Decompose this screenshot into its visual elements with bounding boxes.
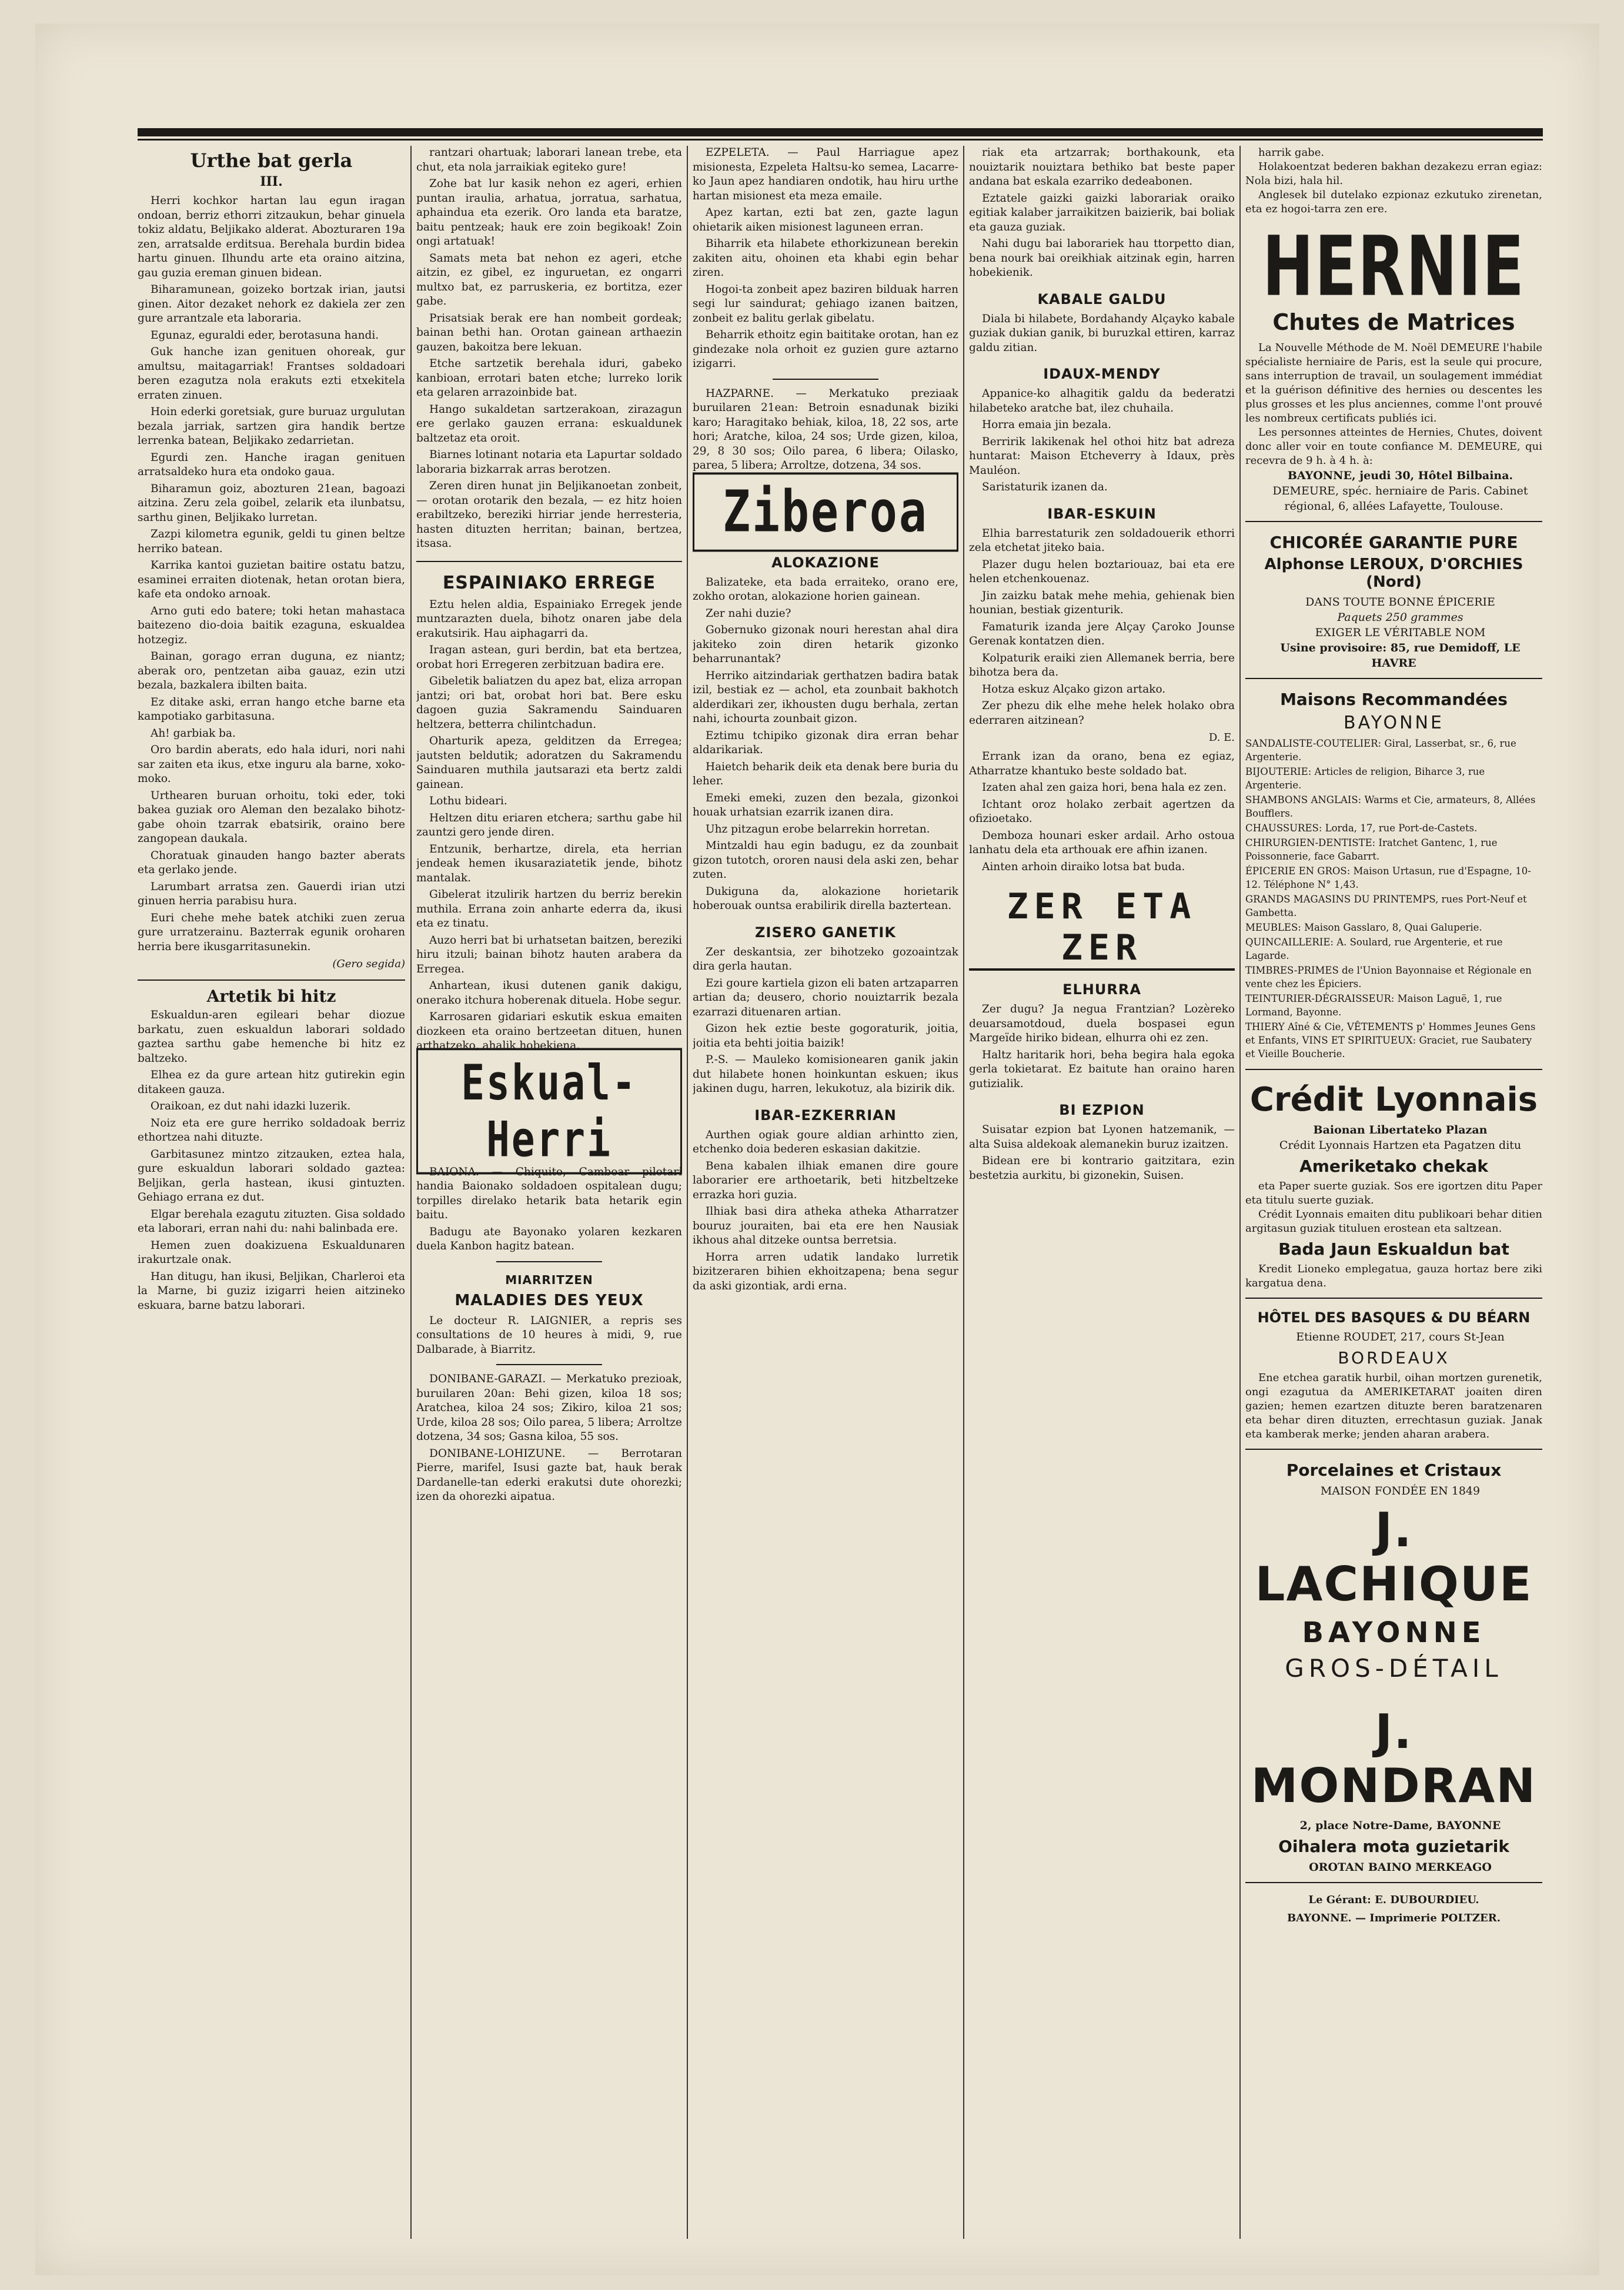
- divider: [496, 1364, 603, 1365]
- paragraph: Uhz pitzagun erobe belarrekin horretan.: [706, 823, 930, 835]
- ad-brand: J. MONDRAN: [1251, 1704, 1537, 1813]
- section-heading: IDAUX-MENDY: [1043, 366, 1161, 382]
- paragraph: Haietch beharik deik eta denak bere buria du leher.: [693, 760, 958, 787]
- paragraph: Egunaz, eguraldi eder, berotasuna handi.: [151, 329, 379, 342]
- paragraph: riak eta artzarrak; borthakounk, eta nouiztarik nouiztara bethiko bat beste paper andana bat eskala ezarriko dedeabonen.: [969, 146, 1235, 188]
- paragraph: Emeki emeki, zuzen den bezala, gizonkoi houak urhatsian ezarrik izanen dira.: [693, 791, 958, 818]
- paragraph: Zazpi kilometra egunik, geldi tu ginen beltze herriko batean.: [138, 528, 405, 555]
- paragraph: Herriko aitzindariak gerthatzen badira batak izil, bestiak ez — achol, eta zounbait bakhotch alderdikari zer, ikhousten dugu berhala, zertan nahi, ichourta zounbait gizon.: [693, 669, 958, 725]
- paragraph: HAZPARNE. — Merkatuko preziaak buruilaren 21ean: Betroin esnadunak biziki karo; Haragitako behiak, kiloa, 18, 22 sos, arte hori; Aratche, kiloa, 24 sos; Urde gizen, kiloa, 29, 8 30 sos; Oilo parea, 6 libera; Oilasko, parea, 5 libera; Arroltze, dotzena, 34 sos.: [693, 387, 958, 472]
- paragraph: Plazer dugu helen boztariouaz, bai eta ere helen etchenkouenaz.: [969, 558, 1235, 585]
- divider: [773, 379, 879, 380]
- article-part: III.: [260, 174, 283, 189]
- paragraph: Larumbart arratsa zen. Gauerdi irian utzi ginuen herria parabisu hura.: [138, 880, 405, 907]
- ad-hotel-basques: [1245, 1309, 1542, 1450]
- paragraph: Heltzen ditu eriaren etchera; sarthu gabe hil zauntzi gero jende diren.: [416, 811, 682, 838]
- paragraph: Elhea ez da gure artean hitz gutirekin egin ditakeen gauza.: [138, 1069, 405, 1096]
- ad-city: BAYONNE: [1302, 1616, 1486, 1649]
- ad-text: Oihalera mota guzietarik: [1278, 1837, 1509, 1856]
- paragraph: Jin zaizku batak mehe mehia, gehienak bien hounian, bestiak gizenturik.: [969, 589, 1235, 616]
- column-4: [969, 146, 1235, 2239]
- column-3: [693, 146, 958, 2239]
- section-heading: ELHURRA: [1062, 981, 1141, 998]
- column-5-advertisements: [1245, 146, 1542, 2239]
- paragraph: Herri kochkor hartan lau egun iragan ondoan, berriz ethorri zitzaukun, behar ginuela tokiz aldatu, Beljikako alderat. Abozturaren 19a zen, arratsalde erditsua. Berehala burdin bidea hartu ginuen. Ilhundu arte eta oraino aitzina, gau guzia ereman ginuen bidean.: [138, 195, 405, 279]
- paragraph: Egurdi zen. Hanche iragan genituen arratsaldeko hura eta ondoko gaua.: [138, 451, 405, 478]
- paragraph: Izaten ahal zen gaiza hori, bena hala ez zen.: [982, 781, 1227, 794]
- ad-text: La Nouvelle Méthode de M. Noël DEMEURE l'habile spécialiste herniaire de Paris, est la seule qui procure, sans interruption de travail, un soulagement immédiat et la guérison définitive des hernies ou descentes les plus grosses et les plus anciennes, comme l'ont prouvé les nombreux certificats publiés ici.: [1245, 342, 1542, 424]
- ad-text: EXIGER LE VÉRITABLE NOM: [1315, 626, 1486, 639]
- gerant-line: Le Gérant: E. DUBOURDIEU.: [1308, 1894, 1479, 1906]
- paragraph: Bidean ere bi kontrario gaitzitara, ezin bestetzia aurkitu, bi gizonekin, Suisen.: [969, 1155, 1235, 1182]
- paragraph: Anhartean, ikusi dutenen ganik dakigu, onerako itchura hoberenak dituela. Hobe segur.: [416, 979, 682, 1007]
- paragraph: Eztatele gaizki gaizki laborariak oraiko egitiak kalaber jarraikitzen baizierik, bai boliak eta gauza guziak.: [969, 192, 1235, 233]
- header-rule-thin: [138, 139, 1543, 141]
- place-heading: MIARRITZEN: [505, 1272, 593, 1287]
- paragraph: Prisatsiak berak ere han nombeit gordeak; bainan bethi han. Orotan gainean arthaezin gauzen, bakoitza bere lekuan.: [416, 312, 682, 353]
- paragraph: Bena kabalen ilhiak emanen dire goure laborarier ere arthoetarik, beti hitzbeltzeke errazka hori guzia.: [693, 1159, 958, 1201]
- paragraph: Horra emaia jin bezala.: [982, 419, 1112, 431]
- ad-text: Les personnes atteintes de Hernies, Chutes, doivent donc aller voir en toute confiance M. DEMEURE, qui recevra de 9 h. à 4 h. à:: [1245, 426, 1542, 467]
- paragraph: Hotza eskuz Alçako gizon artako.: [982, 683, 1166, 696]
- list-item: QUINCAILLERIE: A. Soulard, rue Argenterie, et rue Lagarde.: [1245, 937, 1503, 961]
- column-rule: [963, 146, 964, 2239]
- paragraph: Appanice-ko alhagitik galdu da bederatzi hilabeteko aratche bat, ilez chuhaila.: [969, 387, 1235, 414]
- section-heading: ESPAINIAKO ERREGE: [442, 572, 656, 593]
- paragraph: Guk hanche izan genituen ohoreak, gur amultsu, maitagarriak! Frantses soldadoari beren ezagutza nola erakuts ezti etxekitela erraten zinuen.: [138, 346, 405, 402]
- ad-text: Paquets 250 grammes: [1337, 611, 1463, 624]
- ad-headline: HÔTEL DES BASQUES & DU BÉARN: [1257, 1309, 1531, 1326]
- paragraph: Oro bardin aberats, edo hala iduri, nori nahi sar zaiten eta ikus, etxe inguru ala barne, xoko-moko.: [138, 744, 405, 785]
- paragraph: Samats meta bat nehon ez ageri, etche aitzin, ez gibel, ez inguruetan, ez ongarri multxo bat, ez parruskeria, ez bortitza, ezer gabe.: [416, 252, 682, 307]
- list-item: GRANDS MAGASINS DU PRINTEMPS, rues Port-Neuf et Gambetta.: [1245, 894, 1527, 918]
- paragraph: Gizon hek eztie beste gogoraturik, joitia, joitia eta behti joitia baizik!: [693, 1022, 958, 1049]
- paragraph: Lothu bideari.: [429, 795, 507, 807]
- paragraph: Berririk lakikenak hel othoi hitz bat adreza huntarat: Maison Etcheverry à Idaux, près Mauléon.: [969, 435, 1235, 477]
- section-heading: IBAR-EZKERRIAN: [754, 1106, 897, 1124]
- ad-city: BORDEAUX: [1338, 1348, 1450, 1368]
- ad-lachique: [1245, 1460, 1542, 1694]
- paragraph: Balizateke, eta bada erraiteko, orano ere, zokho orotan, alokazione horien gainean.: [693, 576, 958, 603]
- paragraph: Horra arren udatik landako lurretik bizitzeraren bihien ekhoitzapena; bena segur da aski gizontiak, ardi erna.: [693, 1251, 958, 1292]
- paragraph: Gibelerat itzulirik hartzen du berriz berekin muthila. Errana zoin anharte ederra da, ikusi eta ez tinatu.: [416, 888, 682, 930]
- paragraph: Han ditugu, han ikusi, Beljikan, Charleroi eta la Marne, bi guziz izigarri heien aitzineko eskuara, barne batzu laborari.: [138, 1270, 405, 1312]
- paragraph: Holakoentzat bederen bakhan dezakezu erran egiaz: Nola bizi, hala hil.: [1245, 161, 1542, 187]
- list-item: CHAUSSURES: Lorda, 17, rue Port-de-Castets.: [1245, 823, 1478, 834]
- paragraph: Biharamun goiz, abozturen 21ean, bagoazi aitzina. Zeru zela goibel, zelarik eta ilunbatsu, sarthu ginen, Beljikako lurretan.: [138, 482, 405, 524]
- column-rule: [1239, 146, 1241, 2239]
- list-item: THIERY Aîné & Cie, VÊTEMENTS p' Hommes Jeunes Gens et Enfants, VINS ET SPIRITUEUX: Graciet, rue Saubatery et Vieille Boucherie.: [1245, 1021, 1536, 1059]
- paragraph: Eskualdun-aren egileari behar diozue barkatu, zuen eskualdun laborari soldado gaztea sarthu gabe hemenche bi hitz ez baltzeko.: [138, 1009, 405, 1065]
- section-banner-eskual-herri: Eskual-Herri: [416, 1048, 682, 1174]
- paragraph: Etche sartzetik berehala iduri, gabeko kanbioan, errotari baten etche; lurreko lorik eta gelaren arrazoinbide bat.: [416, 357, 682, 399]
- list-item: ÉPICERIE EN GROS: Maison Urtasun, rue d'Espagne, 10-12. Téléphone N° 1,43.: [1245, 865, 1531, 890]
- ad-address: BAYONNE, jeudi 30, Hôtel Bilbaina.: [1287, 469, 1513, 482]
- section-banner-zer-eta-zer: ZER ETA ZER: [969, 886, 1235, 971]
- ad-chicoree: [1245, 533, 1542, 679]
- section-divider: [138, 979, 405, 981]
- ad-mondran: [1245, 1705, 1542, 1883]
- paragraph: Haltz haritarik hori, beha begira hala egoka gerla tokietarat. Ez baitute han oraino haren gutizialik.: [969, 1048, 1235, 1090]
- column-2: [416, 146, 682, 2239]
- ad-text: Crédit Lyonnais Hartzen eta Pagatzen ditu: [1279, 1139, 1522, 1152]
- paragraph: Suisatar ezpion bat Lyonen hatzemanik, — alta Suisa aldekoak alemanekin buruz izaitzen.: [969, 1124, 1235, 1151]
- paragraph: Oraikoan, ez dut nahi idazki luzerik.: [151, 1100, 351, 1112]
- ad-headline: Crédit Lyonnais: [1249, 1081, 1538, 1119]
- paragraph: Zohe bat lur kasik nehon ez ageri, erhien puntan iraulia, arhatua, jorratua, sarhatua, aphaindua eta ezerik. Oro landa eta baratze, baitu pentzeak; hauk ere zoin begikoak! Zoin ongi artatuak!: [416, 178, 682, 248]
- paragraph: Kolpaturik eraiki zien Allemanek berria, bere bihotza bera da.: [969, 651, 1235, 678]
- paragraph: Biharamunean, goizeko bortzak irian, jautsi ginen. Aitor dezaket nehork ez dakiela zer zen gure arrantzale eta laboraria.: [138, 283, 405, 325]
- paragraph: rantzari ohartuak; laborari lanean trebe, eta chut, eta nola jarraikiak egiteko gure!: [416, 146, 682, 173]
- ad-text: eta Paper suerte guziak. Sos ere igortzen ditu Paper eta titulu suerte guziak.: [1245, 1180, 1542, 1206]
- paragraph: Eztu helen aldia, Espainiako Erregek jende muntzarazten duela, bihotz onaren jabe dela erakutsirik. Hau aiphagarri da.: [416, 598, 682, 640]
- divider: [496, 1261, 603, 1262]
- paragraph: Zer deskantsia, zer bihotzeko gozoaintzak dira gerla hautan.: [693, 945, 958, 972]
- paragraph: Auzo herri bat bi urhatsetan baitzen, bereziki hiru itzuli; bainan bihotz hauten arabera da Erregea.: [416, 934, 682, 975]
- paragraph: Oharturik apeza, gelditzen da Erregea; jautsten beldutik; adoratzen du Sakramendu Sainduaren muthila jautsarazi eta bertz zaldi gainean.: [416, 735, 682, 791]
- ad-text: Ene etchea garatik hurbil, oihan mortzen gurenetik, ongi ezagutua da AMERIKETARAT joaiten diren gazien; hemen ezartzen dituzte beren baratzenaren eta behar diren dituzten, errechtasun guziak. Janak eta kamberak merke; jenden aharan arabera.: [1245, 1372, 1542, 1440]
- ad-maisons-recommandees: [1245, 690, 1542, 1070]
- paragraph: Eztimu tchipiko gizonak dira erran behar aldarikariak.: [693, 729, 958, 756]
- paragraph: Demboza hounari esker ardail. Arho ostoua lanhatu dela eta arthouak ere afhin izanen.: [969, 829, 1235, 856]
- paragraph: BAIONA. — Chiquito, Camboar pilotari handia Baionako soldadoen ospitalean dugu; torpilles direlako hetarik bata hetarik egin baitu.: [416, 1165, 682, 1221]
- article-title: Urthe bat gerla: [190, 149, 353, 172]
- ad-subheadline: Chutes de Matrices: [1272, 309, 1515, 335]
- paragraph: Karrosaren gidariari eskutik eskua emaiten diozkeen eta oraino bertzeetan dituen, hunen arthatzeko, ahalik hobekiena.: [416, 1011, 682, 1052]
- paragraph: Beharrik ethoitz egin baititake orotan, han ez gindezake nola orhoit ez guzien gure aztarno izigarri.: [693, 329, 958, 370]
- list-item: TEINTURIER-DÉGRAISSEUR: Maison Laguë, 1, rue Lormand, Bayonne.: [1245, 993, 1502, 1018]
- ad-headline: CHICORÉE GARANTIE PURE: [1269, 533, 1518, 552]
- paragraph: Choratuak ginauden hango bazter aberats eta gerlako jende.: [138, 849, 405, 876]
- section-heading: IBAR-ESKUIN: [1047, 505, 1157, 522]
- ad-text: Crédit Lyonnais emaiten ditu publikoari behar ditien argitasun guziak tituluen erostean eta saltzean.: [1245, 1208, 1542, 1235]
- ad-credit-lyonnais: [1245, 1081, 1542, 1299]
- paragraph: Hemen zuen doakizuena Eskualdunaren irakurtzale onak.: [138, 1239, 405, 1266]
- paragraph: Nahi dugu bai laborariek hau ttorpetto dian, bena nourk bai oreikhiak aitzinak egin, harren hobekienik.: [969, 238, 1235, 279]
- paragraph: Ichtant oroz holako zerbait agertzen da ofizioetako.: [969, 798, 1235, 825]
- list-item: CHIRURGIEN-DENTISTE: Iratchet Gantenc, 1, rue Poissonnerie, face Gabarrt.: [1245, 837, 1498, 862]
- header-rule: [138, 128, 1543, 136]
- paragraph: Anglesek bil dutelako ezpionaz ezkutuko zirenetan, eta ez hogoi-tarra zen ere.: [1245, 189, 1542, 215]
- continuation-note: (Gero segida): [332, 958, 405, 970]
- paragraph: Badugu ate Bayonako yolaren kezkaren duela Kanbon hagitz batean.: [416, 1225, 682, 1252]
- column-rule: [687, 146, 688, 2239]
- ad-text: Etienne ROUDET, 217, cours St-Jean: [1296, 1330, 1505, 1343]
- list-item: SANDALISTE-COUTELIER: Giral, Lasserbat, sr., 6, rue Argenterie.: [1245, 738, 1516, 763]
- ad-text: Kredit Lioneko emplegatua, gauza hortaz bere ziki kargatua dena.: [1245, 1263, 1542, 1289]
- paragraph: Saristaturik izanen da.: [982, 481, 1108, 493]
- ad-subheadline: Ameriketako chekak: [1299, 1156, 1488, 1176]
- ad-text: Baionan Libertateko Plazan: [1313, 1124, 1488, 1136]
- ad-city: BAYONNE: [1344, 713, 1444, 733]
- ad-address: 2, place Notre-Dame, BAYONNE: [1299, 1819, 1501, 1832]
- section-divider: [416, 561, 682, 562]
- section-heading: KABALE GALDU: [1037, 290, 1167, 307]
- paragraph: Errank izan da orano, bena ez egiaz, Atharratze khantuko beste soldado bat.: [969, 750, 1235, 777]
- paragraph: Arno guti edo batere; toki hetan mahastaca baitezeno dio-doia baitik ezaguna, eskualdea hotzegiz.: [138, 604, 405, 646]
- paragraph: Ezi goure kartiela gizon eli baten artzaparren artian da; deusero, chorio nouiztarrik bezala ezarrazi dituenaren artian.: [693, 977, 958, 1018]
- ad-subheadline: Bada Jaun Eskualdun bat: [1278, 1239, 1509, 1259]
- paragraph: EZPELETA. — Paul Harriague apez misionesta, Ezpeleta Haltsu-ko semea, Lacarre-ko Jaun apez handiaren ondotik, hau hiru urthe hartan misionest eta meza emaile.: [693, 146, 958, 202]
- ad-text: MAISON FONDÉE EN 1849: [1320, 1485, 1481, 1497]
- paragraph: Euri chehe mehe batek atchiki zuen zerua gure urratzerainu. Bazterrak egunik oroharen herria bere ikusgarritasunekin.: [138, 911, 405, 953]
- paragraph: Biarnes lotinant notaria eta Lapurtar soldado laboraria bizkarrak arras berotzen.: [416, 449, 682, 476]
- paragraph: Hango sukaldetan sartzerakoan, zirazagun ere gerlako gauzen errana: eskualdunek baltzetaz eta oroit.: [416, 403, 682, 444]
- paragraph: Garbitasunez mintzo zitzauken, eztea hala, gure eskualdun laborari soldado gaztea: Beljikan, gerla hastean, ikusi gintuzten. Gehiago errana ez dut.: [138, 1148, 405, 1203]
- paragraph: Elgar berehala ezagutu zituzten. Gisa soldado eta laborari, erran nahi du: nahi balinbada ere.: [138, 1208, 405, 1235]
- paragraph: Gibeletik baliatzen du apez bat, eliza arropan jantzi; ori bat, orobat hori bat. Bere esku dagoen guzia Sakramendu Sainduaren heltzera, betterra chilintchadun.: [416, 675, 682, 731]
- list-item: SHAMBONS ANGLAIS: Warms et Cie, armateurs, 8, Allées Boufflers.: [1245, 794, 1536, 819]
- paragraph: Ez ditake aski, erran hango etche barne eta kampotiako garbitasuna.: [138, 696, 405, 723]
- ad-brand: Alphonse LEROUX, D'ORCHIES (Nord): [1264, 556, 1523, 591]
- paragraph: Zer nahi duzie?: [706, 607, 791, 620]
- notice-text: Le docteur R. LAIGNIER, a repris ses consultations de 10 heures à midi, 9, rue Dalbarade, à Biarritz.: [416, 1314, 682, 1356]
- paragraph: Gobernuko gizonak nouri herestan ahal dira jakiteko zoin diren hetarik gizonko beharrunantak?: [693, 624, 958, 665]
- paragraph: Mintzaldi hau egin badugu, ez da zounbait gizon tutotch, ororen nausi dela aski zen, behar zuten.: [693, 840, 958, 881]
- paragraph: Ainten arhoin diraiko lotsa bat buda.: [982, 860, 1185, 873]
- section-heading: ALOKAZIONE: [771, 554, 880, 571]
- paragraph: P.-S. — Mauleko komisionearen ganik jakin dut hilabete honen hoinkuntan eskuen; ikus jakinen dugu, harren, lekukotuz, ala bizirik dik.: [693, 1054, 958, 1095]
- list-item: BIJOUTERIE: Articles de religion, Biharce 3, rue Argenterie.: [1245, 766, 1485, 791]
- paragraph: harrik gabe.: [1258, 146, 1325, 159]
- paragraph: Elhia barrestaturik zen soldadouerik ethorri zela etchetat jiteko baia.: [969, 527, 1235, 554]
- section-heading: BI EZPION: [1059, 1102, 1145, 1118]
- paragraph: Karrika kantoi guzietan baitire ostatu batzu, esaminei erraiten diotenak, hetan orotan biera, kafe eta ondoko arnoak.: [138, 559, 405, 600]
- ad-headline: Maisons Recommandées: [1280, 690, 1508, 709]
- paragraph: Hoin ederki goretsiak, gure buruaz urgulutan bezala jarriak, sartzen gira handik bertze lerrenka batean, Beljikako zedarrietan.: [138, 406, 405, 447]
- paragraph: DONIBANE-GARAZI. — Merkatuko prezioak, buruilaren 20an: Behi gizen, kiloa 18 sos; Aratchea, kiloa 24 sos; Zikiro, kiloa 21 sos; Urde, kiloa 28 sos; Oilo parea, 5 libera; Arroltze dotzena, 34 sos; Gasna kiloa, 55 sos.: [416, 1373, 682, 1443]
- paragraph: Apez kartan, ezti bat zen, gazte lagun ohietarik aiken misionest laguneen erran.: [693, 206, 958, 233]
- paragraph: Bainan, gorago erran duguna, ez niantz; aberak oro, pentzetan aiba gauaz, ezin utzi bezala, bazkalera ibilten baita.: [138, 650, 405, 691]
- author-initials: D. E.: [1208, 731, 1235, 744]
- ad-text: DANS TOUTE BONNE ÉPICERIE: [1305, 596, 1495, 609]
- notice-heading: MALADIES DES YEUX: [455, 1291, 644, 1309]
- list-item: TIMBRES-PRIMES de l'Union Bayonnaise et Régionale en vente chez les Épiciers.: [1245, 965, 1532, 989]
- article-title: Artetik bi hitz: [206, 987, 336, 1006]
- paragraph: Ah! garbiak ba.: [151, 727, 236, 740]
- ad-text: OROTAN BAINO MERKEAGO: [1309, 1861, 1492, 1874]
- paragraph: Noiz eta ere gure herriko soldadoak berriz ethortzea nahi dituzte.: [138, 1116, 405, 1144]
- paragraph: DONIBANE-LOHIZUNE. — Berrotaran Pierre, marifel, Isusi gazte bat, hauk berak Dardanelle-tan ederki erakutsi dute ohorezki; izen da ohorezki aipatua.: [416, 1447, 682, 1503]
- paragraph: Zer dugu? Ja negua Frantzian? Lozèreko deuarsamotdoud, duela bospasei egun Margeïde hiriko bidean, elhurra ohi ez zen.: [969, 1003, 1235, 1044]
- ad-address: DEMEURE, spéc. herniaire de Paris. Cabinet régional, 6, allées Lafayette, Toulouse.: [1272, 484, 1528, 513]
- paragraph: Urthearen buruan orhoitu, toki eder, toki bakea guziak oro Aleman den bezalako bihotz-gabe ohoin tzarrak ebatsirik, oraino bere zangopean daukala.: [138, 789, 405, 845]
- column-rule: [410, 146, 412, 2239]
- ad-text: Usine provisoire: 85, rue Demidoff, LE HAVRE: [1280, 641, 1521, 670]
- paragraph: Hogoi-ta zonbeit apez baziren bilduak harren segi lur saindurat; gehiago izanen baitzen, zonbeit ez balitu gerlak gibelatu.: [693, 283, 958, 325]
- paragraph: Famaturik izanda jere Alçay Çaroko Jounse Gerenak kontatzen dien.: [969, 620, 1235, 647]
- section-heading: ZISERO GANETIK: [755, 924, 896, 941]
- ad-brand: J. LACHIQUE: [1255, 1503, 1533, 1612]
- ad-text: GROS-DÉTAIL: [1285, 1654, 1503, 1683]
- paragraph: Dukiguna da, alokazione horietarik hoberouak ountsa erabilirik dirella baztertean.: [693, 885, 958, 912]
- ad-list: [1245, 737, 1542, 1061]
- ad-hernie: [1245, 218, 1542, 522]
- paragraph: Biharrik eta hilabete ethorkizunean berekin zakiten aitu, ohoinen eta khabi egin behar ziren.: [693, 238, 958, 279]
- list-item: MEUBLES: Maison Gasslaro, 8, Quai Galuperie.: [1245, 922, 1482, 933]
- ad-headline: Porcelaines et Cristaux: [1286, 1460, 1502, 1480]
- paragraph: Zer phezu dik elhe mehe helek holako obra ederraren aitzinean?: [969, 700, 1235, 727]
- printer-line: BAYONNE. — Imprimerie POLTZER.: [1286, 1912, 1501, 1924]
- paragraph: Iragan astean, guri berdin, bat eta bertzea, orobat hori Erregeren zerbitzuan badira ere.: [416, 644, 682, 671]
- paragraph: Ilhiak basi dira atheka atheka Atharratzer bouruz jouraiten, bai eta ere hen Nausiak ikhous ahal ditzeke ountsa berretsia.: [693, 1205, 958, 1246]
- ad-headline: HERNIE: [1262, 218, 1525, 315]
- paragraph: Entzunik, berhartze, direla, eta herrian jendeak hemen ikusaraziatetik jende, bihotz mantalak.: [416, 843, 682, 884]
- paragraph: Zeren diren hunat jin Beljikanoetan zonbeit, — orotan orotarik den bezala, — ez hitz hoien erabiltzeko, bereziki hirriar jende herresteria, hasten dituzten herritan; bainan, bertzea, itsasa.: [416, 480, 682, 550]
- section-banner-ziberoa: Ziberoa: [693, 472, 958, 551]
- paragraph: Aurthen ogiak goure aldian arhintto zien, etchenko doia bederen eskasian dakitzie.: [693, 1128, 958, 1155]
- paragraph: Diala bi hilabete, Bordahandy Alçayko kabale guziak dukian ganik, bi buruzkal ettiren, karraz galdu zitian.: [969, 312, 1235, 354]
- column-1: [138, 146, 405, 2239]
